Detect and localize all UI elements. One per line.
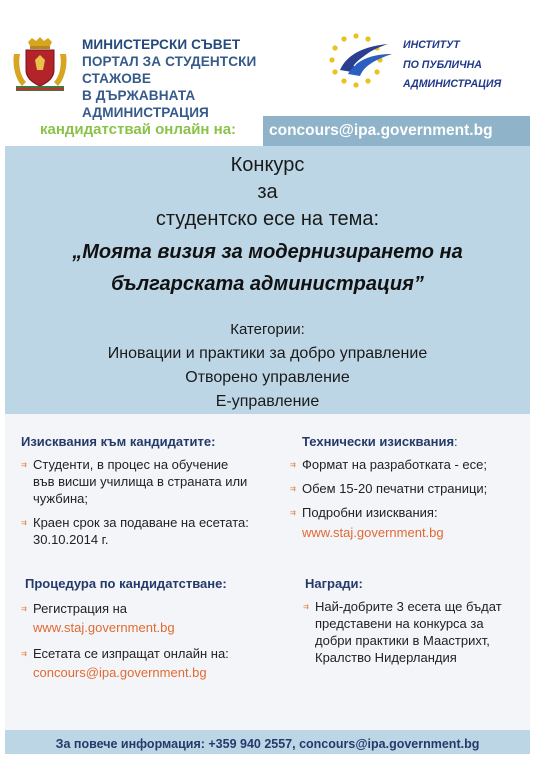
list-item-text: Регистрация на	[33, 601, 128, 616]
council-line-3: В ДЪРЖАВНАТА АДМИНИСТРАЦИЯ	[82, 88, 209, 120]
technical-list	[290, 456, 525, 548]
footer-info	[5, 730, 530, 754]
category-item: Е-управление	[215, 393, 320, 410]
institute-line-3: АДМИНИСТРАЦИЯ	[403, 78, 502, 90]
list-item-line: 30.10.2014 г.	[33, 532, 109, 547]
list-item-line: Краен срок за подаване на есетата:	[33, 515, 249, 530]
list-item-text: Есетата се изпращат онлайн на:	[33, 646, 229, 661]
coat-of-arms-logo	[10, 36, 70, 94]
apply-email-box[interactable]	[263, 116, 530, 146]
apply-online-label: кандидатствай онлайн на:	[40, 121, 237, 138]
apply-email-link[interactable]: concours@ipa.government.bg	[269, 122, 493, 139]
list-item-line: представени на конкурса за	[315, 616, 484, 631]
category-item: Отворено управление	[185, 369, 350, 386]
list-item	[290, 456, 525, 473]
procedure-list	[21, 600, 281, 688]
technical-heading-colon: :	[454, 434, 458, 449]
list-item-line: във висши училища в страната или	[33, 474, 248, 489]
list-item-line: Най-добрите 3 есета ще бъдат	[315, 599, 502, 614]
contest-topic-line-1: „Моята визия за модернизирането на	[72, 241, 463, 263]
list-item-line: Кралство Нидерландия	[315, 650, 457, 665]
council-line-1: МИНИСТЕРСКИ СЪВЕТ	[82, 37, 241, 52]
awards-list	[303, 598, 525, 673]
awards-heading: Награди:	[305, 576, 363, 591]
staj-link[interactable]: www.staj.government.bg	[33, 620, 175, 635]
footer-text: За повече информация: +359 940 2557, concours@ipa.government.bg	[55, 737, 480, 751]
list-item	[21, 600, 281, 636]
list-item	[303, 598, 525, 666]
list-item	[21, 456, 271, 507]
council-line-2: ПОРТАЛ ЗА СТУДЕНТСКИ СТАЖОВЕ	[82, 54, 257, 86]
list-item-line: чужбина;	[33, 491, 88, 506]
list-item-text: Подробни изисквания:	[302, 505, 438, 520]
technical-heading	[302, 434, 458, 449]
institute-line-1: ИНСТИТУТ	[403, 39, 460, 51]
info-section	[5, 414, 530, 730]
institute-title	[403, 36, 501, 95]
procedure-heading: Процедура по кандидатстване:	[25, 576, 227, 591]
contest-title-box	[5, 146, 530, 414]
staj-link[interactable]: www.staj.government.bg	[302, 525, 444, 540]
categories-label: Категории:	[230, 321, 305, 338]
technical-heading-text: Технически изисквания	[302, 434, 455, 449]
list-item-line: Студенти, в процес на обучение	[33, 457, 229, 472]
list-item-line: добри практики в Маастрихт,	[315, 633, 490, 648]
ipa-stars-logo	[318, 30, 394, 94]
list-item	[290, 480, 525, 497]
contest-subject: студентско есе на тема:	[155, 208, 380, 230]
list-item-text: Формат на разработката - есе;	[302, 457, 487, 472]
list-item	[21, 645, 281, 681]
institute-line-2: ПО ПУБЛИЧНА	[403, 58, 482, 71]
contest-for: за	[257, 181, 278, 203]
list-item-text: Обем 15-20 печатни страници;	[302, 481, 488, 496]
category-item: Иновации и практики за добро управление	[107, 345, 428, 362]
concours-email-link[interactable]: concours@ipa.government.bg	[33, 665, 207, 680]
council-title	[82, 36, 302, 121]
list-item	[21, 514, 271, 548]
contest-heading: Конкурс	[230, 154, 305, 176]
list-item	[290, 504, 525, 541]
requirements-list	[21, 456, 271, 555]
requirements-heading: Изисквания към кандидатите:	[21, 434, 216, 449]
contest-topic-line-2: българската администрация”	[111, 273, 424, 295]
